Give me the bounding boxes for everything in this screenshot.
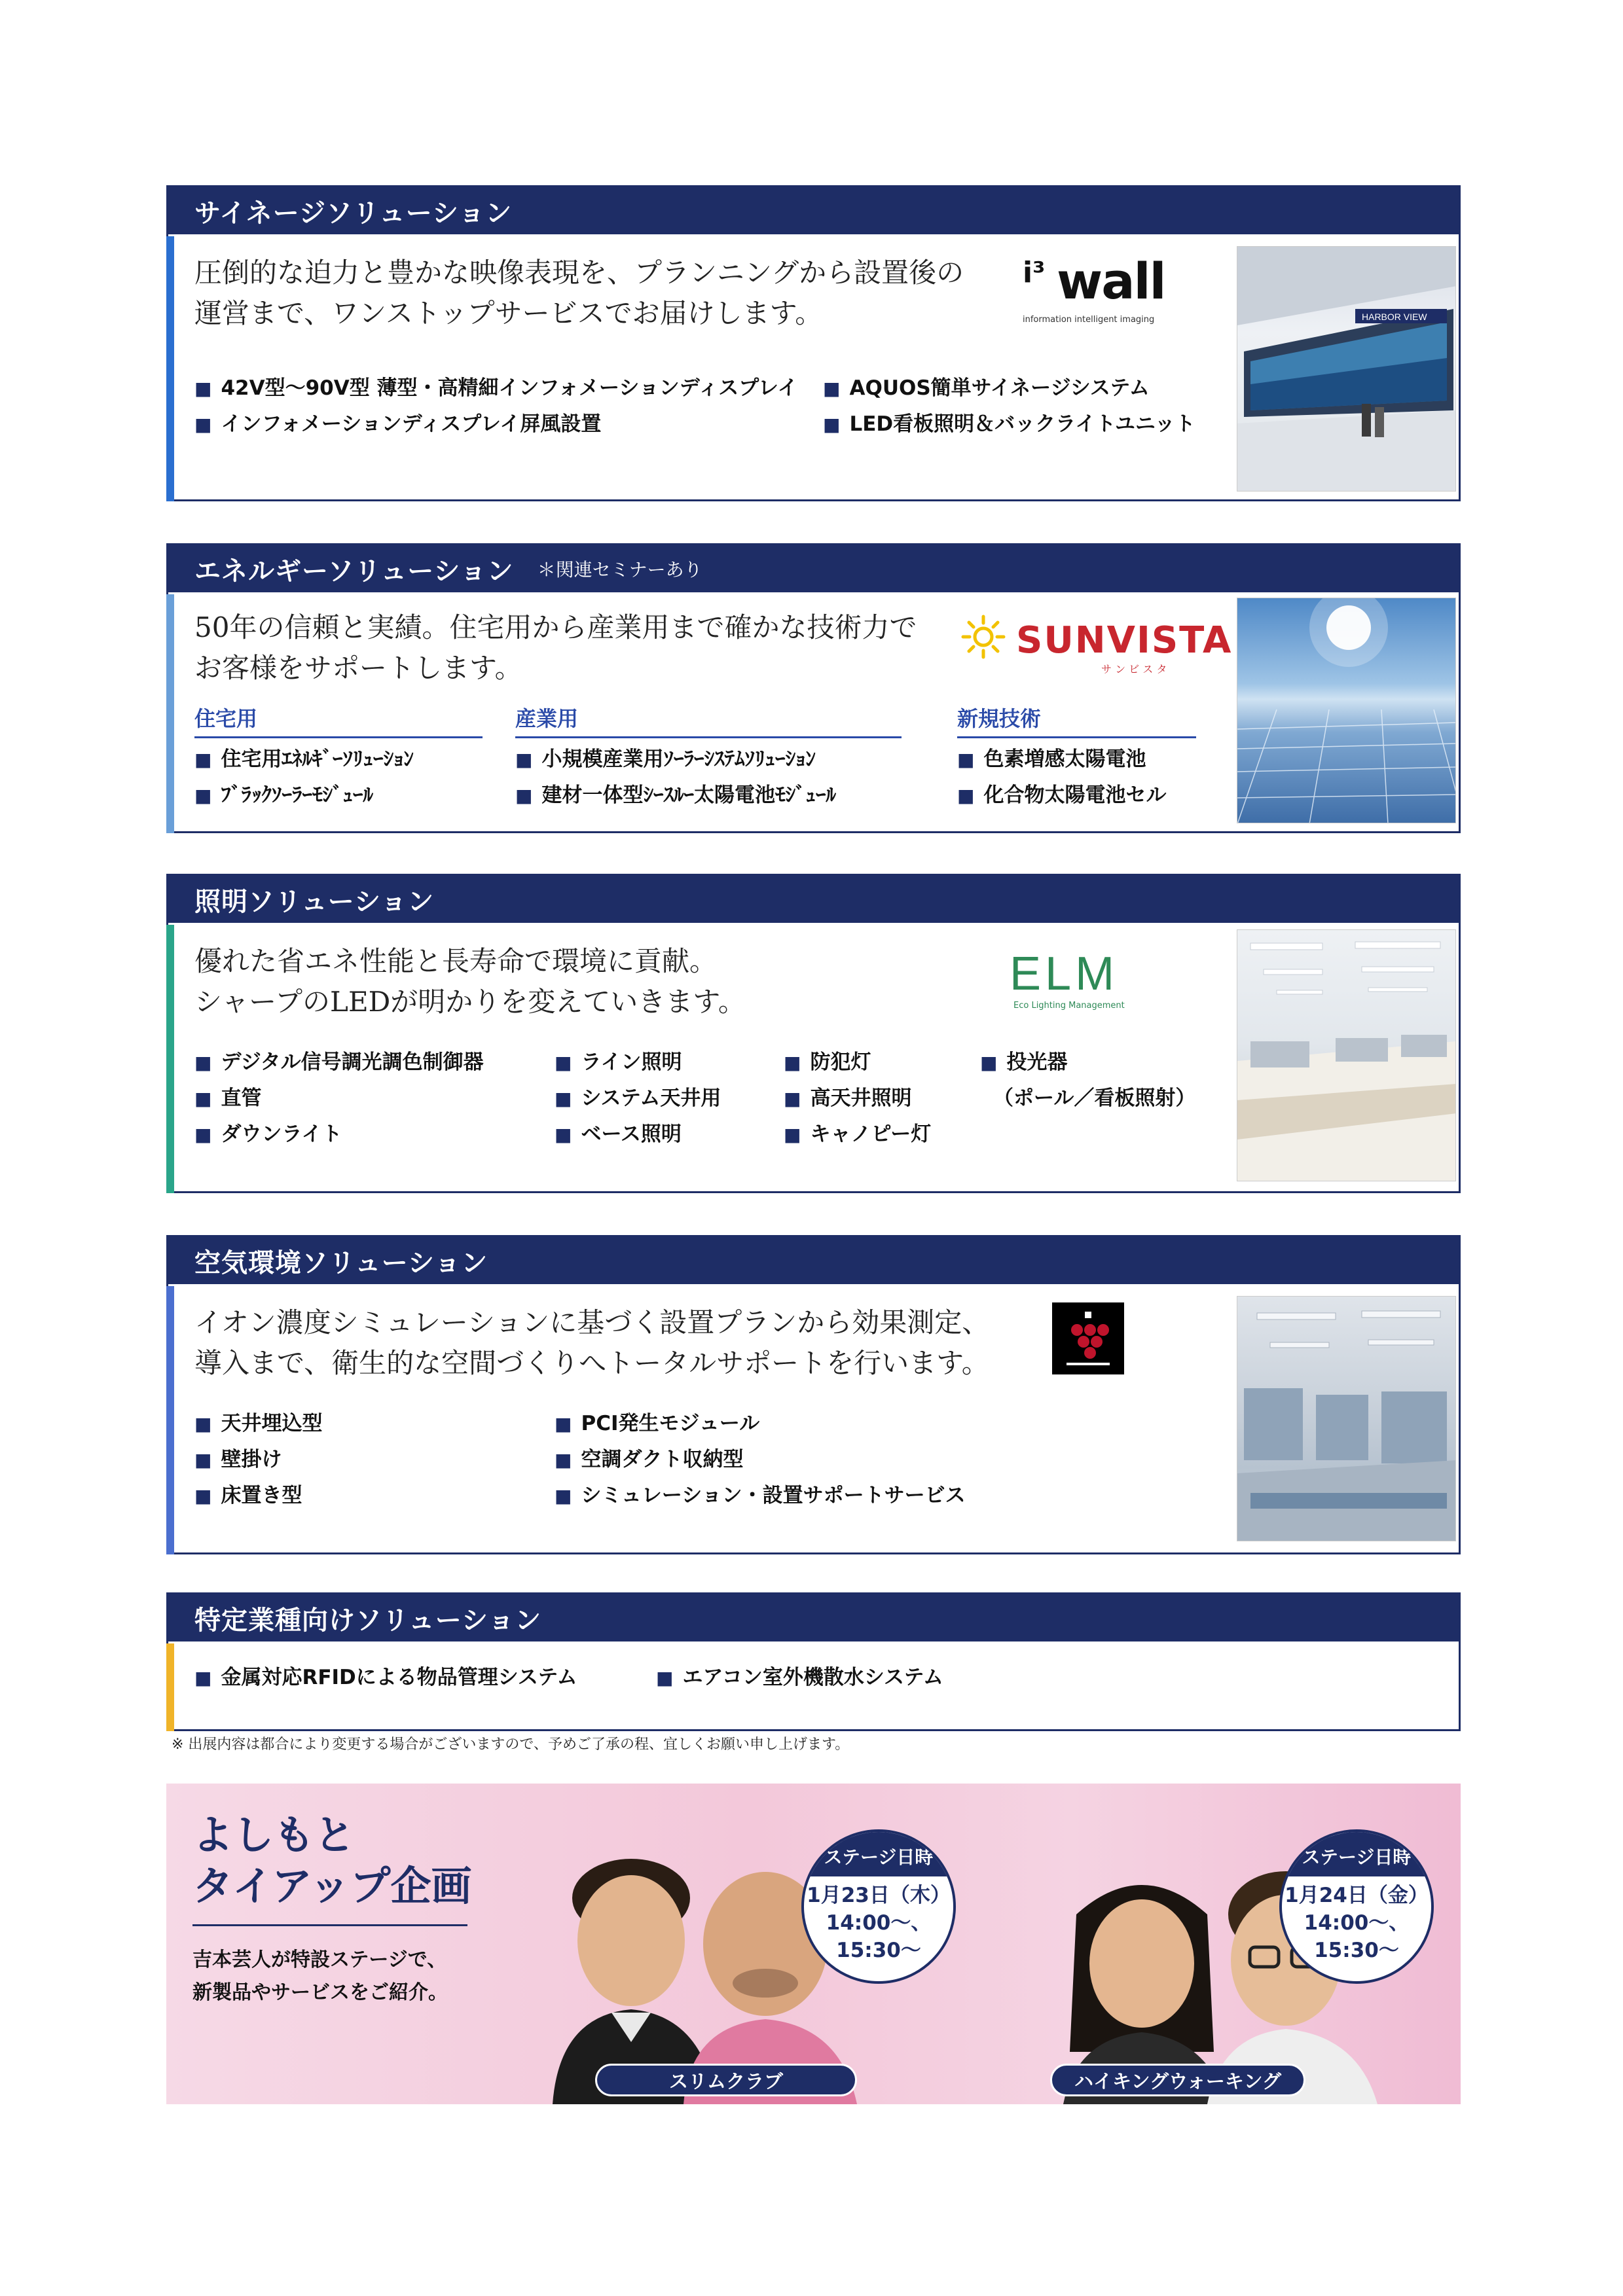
- iwall-logo: [1023, 252, 1193, 328]
- divider: [192, 1924, 467, 1926]
- lead-line: 優れた省エネ性能と長寿命で環境に貢献。: [194, 945, 718, 977]
- list-item: ■ シミュレーション・設置サポートサービス: [555, 1478, 966, 1514]
- seminar-note: ＊関連セミナーあり: [537, 559, 702, 581]
- special-section: [166, 1592, 1461, 1731]
- signage-section: [166, 185, 1461, 501]
- bullet-list: [957, 742, 1166, 814]
- banner-title: [192, 1810, 472, 1912]
- bullet-list: [194, 1406, 322, 1514]
- section-header: [168, 876, 1459, 923]
- bullet-list: [194, 742, 414, 814]
- list-item: ■ ベース照明: [555, 1117, 721, 1153]
- air-section: [166, 1235, 1461, 1554]
- list-item: ■ 投光器: [980, 1045, 1195, 1081]
- list-item: ■ 小規模産業用ｿｰﾗｰｼｽﾃﾑｿﾘｭｰｼｮﾝ: [515, 742, 836, 778]
- list-item: ■ PCI発生モジュール: [555, 1406, 966, 1442]
- section-stripe: [166, 1286, 174, 1554]
- list-item: ■ システム天井用: [555, 1081, 721, 1117]
- section-header: [168, 1594, 1459, 1641]
- lead-line: 運営まで、ワンストップサービスでお届けします。: [194, 297, 823, 329]
- list-item: ■ AQUOS簡単サイネージシステム: [823, 370, 1195, 406]
- logo-text: wall: [1057, 252, 1165, 310]
- list-item: ■ ﾌﾞﾗｯｸｿｰﾗｰﾓｼﾞｭｰﾙ: [194, 778, 414, 814]
- list-item: ■ 天井埋込型: [194, 1406, 322, 1442]
- stage-time: 14:00〜、: [826, 1911, 932, 1935]
- stage-date: 1月24日（金）: [1285, 1884, 1429, 1907]
- stage-time: 15:30〜: [836, 1939, 921, 1962]
- lead-text: [194, 607, 917, 689]
- photo-illustration: [1237, 1297, 1456, 1541]
- bullet-list: [515, 742, 836, 814]
- section-header: [168, 545, 1459, 592]
- desc-line: 吉本芸人が特設ステージで、: [192, 1948, 447, 1971]
- section-title: 特定業種向けソリューション: [194, 1605, 542, 1636]
- badge-header: ステージ日時: [1282, 1832, 1431, 1876]
- list-item: ■ ダウンライト: [194, 1117, 484, 1153]
- photo-illustration: [1237, 930, 1456, 1181]
- list-item: ■ 42V型〜90V型 薄型・高精細インフォメーションディスプレイ: [194, 370, 797, 406]
- bullet-list: [194, 1660, 577, 1696]
- stage-time: 15:30〜: [1314, 1939, 1399, 1962]
- section-stripe: [166, 594, 174, 833]
- lead-line: 導入まで、衛生的な空間づくりへトータルサポートを行います。: [194, 1347, 989, 1379]
- photo-illustration: [1237, 247, 1456, 492]
- title-line: よしもと: [192, 1811, 356, 1859]
- office-lighting-photo: [1237, 929, 1456, 1181]
- section-stripe: [166, 925, 174, 1193]
- list-item: ■ エアコン室外機散水システム: [656, 1660, 943, 1696]
- signage-photo: [1237, 246, 1456, 492]
- lead-line: シャープのLEDが明かりを変えていきます。: [194, 986, 746, 1018]
- list-item: ■ 住宅用ｴﾈﾙｷﾞｰｿﾘｭｰｼｮﾝ: [194, 742, 414, 778]
- logo-tagline: information intelligent imaging: [1023, 315, 1155, 325]
- lead-text: [194, 941, 746, 1022]
- bullet-list: [784, 1045, 931, 1153]
- footnote: ※ 出展内容は都合により変更する場合がございますので、予めご了承の程、宜しくお願い申し上げます。: [172, 1736, 850, 1753]
- list-item: ■ 建材一体型ｼｰｽﾙｰ太陽電池ﾓｼﾞｭｰﾙ: [515, 778, 836, 814]
- lead-text: [194, 253, 964, 334]
- bullet-list: [194, 370, 797, 442]
- lead-line: イオン濃度シミュレーションに基づく設置プランから効果測定、: [194, 1306, 990, 1338]
- performer-name: ハイキングウォーキング: [1050, 2064, 1305, 2096]
- energy-section: [166, 543, 1461, 833]
- list-item: ■ 直管: [194, 1081, 484, 1117]
- sunvista-logo: [960, 614, 1233, 675]
- bullet-list: [823, 370, 1195, 442]
- section-title: 空気環境ソリューション: [194, 1247, 488, 1278]
- bullet-list: [194, 1045, 484, 1153]
- section-header: [168, 187, 1459, 234]
- section-stripe: [166, 1643, 174, 1731]
- title-line: タイアップ企画: [192, 1862, 472, 1910]
- stage-time: 14:00〜、: [1304, 1911, 1410, 1935]
- performer-name: スリムクラブ: [595, 2064, 857, 2096]
- list-item: ■ ライン照明: [555, 1045, 721, 1081]
- category-label: 産業用: [515, 702, 902, 738]
- list-item: ■ 防犯灯: [784, 1045, 931, 1081]
- lead-line: 圧倒的な迫力と豊かな映像表現を、プランニングから設置後の: [194, 257, 964, 289]
- bullet-list: [555, 1406, 966, 1514]
- bullet-list: [980, 1045, 1195, 1116]
- list-item: ■ キャノピー灯: [784, 1117, 931, 1153]
- logo-sup: i³: [1023, 256, 1046, 289]
- sun-icon: [960, 614, 1006, 660]
- bullet-list: [656, 1660, 943, 1696]
- photo-sign-text: HARBOR VIEW: [1362, 312, 1427, 322]
- badge-body: [804, 1876, 953, 1964]
- list-item: ■ デジタル信号調光調色制御器: [194, 1045, 484, 1081]
- list-item: ■ インフォメーションディスプレイ屏風設置: [194, 406, 797, 442]
- solar-photo: [1237, 598, 1456, 823]
- section-stripe: [166, 236, 174, 501]
- category-label: 住宅用: [194, 702, 483, 738]
- logo-text: ELM: [1010, 948, 1119, 1000]
- lab-photo: [1237, 1296, 1456, 1541]
- plasmacluster-logo: [1052, 1302, 1124, 1374]
- section-header: [168, 1237, 1459, 1284]
- lead-text: [194, 1302, 989, 1384]
- logo-kana: サ ン ビ ス タ: [1101, 663, 1167, 675]
- list-item: ■ LED看板照明＆バックライトユニット: [823, 406, 1195, 442]
- lead-line: 50年の信頼と実績。住宅用から産業用まで確かな技術力で: [194, 611, 917, 643]
- lead-line: お客様をサポートします。: [194, 652, 522, 684]
- section-title: 照明ソリューション: [194, 886, 435, 917]
- list-item: ■ 壁掛け: [194, 1442, 322, 1478]
- list-item: ■ 床置き型: [194, 1478, 322, 1514]
- list-item: ■ 高天井照明: [784, 1081, 931, 1117]
- yoshimoto-banner: [166, 1784, 1461, 2104]
- section-title: サイネージソリューション: [194, 198, 513, 228]
- category-label: 新規技術: [957, 702, 1196, 738]
- logo-tagline: Eco Lighting Management: [1013, 1001, 1125, 1011]
- logo-text: SUNVISTA: [1016, 619, 1233, 662]
- badge-header: ステージ日時: [804, 1832, 953, 1876]
- photo-illustration: [1237, 598, 1456, 823]
- stage-schedule-badge: [1279, 1829, 1434, 1984]
- list-item: ■ 金属対応RFIDによる物品管理システム: [194, 1660, 577, 1696]
- lighting-section: [166, 874, 1461, 1193]
- stage-date: 1月23日（木）: [807, 1884, 951, 1907]
- desc-line: 新製品やサービスをご紹介。: [192, 1981, 448, 2004]
- elm-logo: [1010, 948, 1180, 1011]
- list-item: ■ 空調ダクト収納型: [555, 1442, 966, 1478]
- badge-body: [1282, 1876, 1431, 1964]
- list-item-note: （ポール／看板照射）: [993, 1086, 1196, 1110]
- bullet-list: [555, 1045, 721, 1153]
- list-item: ■ 化合物太陽電池セル: [957, 778, 1166, 814]
- section-title: エネルギーソリューション: [194, 556, 514, 586]
- banner-description: [192, 1944, 448, 2009]
- stage-schedule-badge: [801, 1829, 956, 1984]
- list-item: ■ 色素増感太陽電池: [957, 742, 1166, 778]
